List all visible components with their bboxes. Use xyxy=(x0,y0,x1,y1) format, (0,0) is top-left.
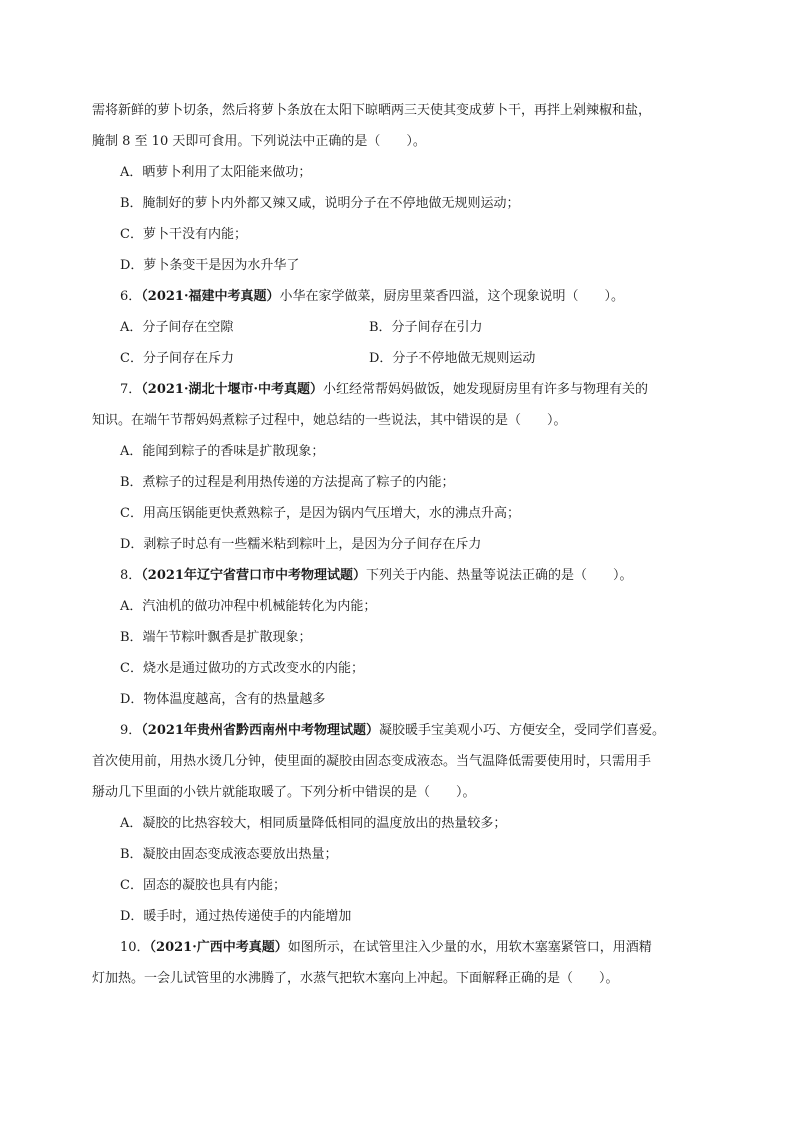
q6-stem xyxy=(92,281,712,312)
q7-source: （2021·湖北十堰市·中考真题） xyxy=(141,382,324,397)
q7-option-a: A．能闻到粽子的香味是扩散现象； xyxy=(120,444,325,459)
q7-stem-text-1: 小红经常帮妈妈做饭，她发现厨房里有许多与物理有关的 xyxy=(323,382,649,397)
q9-number: 9． xyxy=(120,723,142,738)
q8-option-b: B．端午节粽叶飘香是扩散现象； xyxy=(120,630,312,645)
q8-source: （2021年辽宁省营口市中考物理试题） xyxy=(141,568,366,583)
q6-source: （2021·福建中考真题） xyxy=(141,289,280,304)
q6-option-d: D．分子不停地做无规则运动 xyxy=(369,351,536,366)
q9-source: （2021年贵州省黔西南州中考物理试题） xyxy=(141,723,379,738)
q8-option-d: D．物体温度越高，含有的热量越多 xyxy=(120,692,326,707)
q8-stem xyxy=(92,560,712,591)
q5-stem-line-1: 需将新鲜的萝卜切条，然后将萝卜条放在太阳下晾晒两三天使其变成萝卜干，再拌上剁辣椒和盐， xyxy=(92,103,652,118)
q8-option-c: C．烧水是通过做功的方式改变水的内能； xyxy=(120,661,364,676)
q10-stem-text-1: 如图所示，在试管里注入少量的水，用软木塞塞紧管口，用酒精 xyxy=(287,940,652,955)
q6-number: 6． xyxy=(120,289,142,304)
q10-source: （2021·广西中考真题） xyxy=(149,940,288,955)
q8-option-a: A．汽油机的做功冲程中机械能转化为内能； xyxy=(120,599,377,614)
q6-options-row-2 xyxy=(92,343,712,374)
q9-option-d: D．暖手时，通过热传递使手的内能增加 xyxy=(120,909,352,924)
q9-stem-line-2: 首次使用前，用热水烫几分钟，使里面的凝胶由固态变成液态。当气温降低需要使用时，只需用手 xyxy=(92,754,652,769)
q7-stem-line-2: 知识。在端午节帮妈妈煮粽子过程中，她总结的一些说法，其中错误的是（ ）。 xyxy=(92,413,567,428)
q9-stem-text-1: 凝胶暖手宝美观小巧、方便安全，受同学们喜爱。 xyxy=(378,723,665,738)
q9-stem-line-1 xyxy=(92,715,712,746)
q9-option-b: B．凝胶由固态变成液态要放出热量； xyxy=(120,847,338,862)
q8-stem-text: 下列关于内能、热量等说法正确的是（ ）。 xyxy=(365,568,633,583)
q7-option-d: D．剥粽子时总有一些糯米粘到粽叶上，是因为分子间存在斥力 xyxy=(120,537,482,552)
q5-option-d: D．萝卜条变干是因为水升华了 xyxy=(120,258,300,273)
q5-option-a: A．晒萝卜利用了太阳能来做功； xyxy=(120,165,312,180)
q7-option-b: B．煮粽子的过程是利用热传递的方法提高了粽子的内能； xyxy=(120,475,455,490)
q7-number: 7． xyxy=(120,382,142,397)
q10-number: 10． xyxy=(120,940,150,955)
q8-number: 8． xyxy=(120,568,142,583)
q5-stem-line-2: 腌制 8 至 10 天即可食用。下列说法中正确的是（ ）。 xyxy=(92,134,426,149)
q6-options-row-1 xyxy=(92,312,712,343)
question-content xyxy=(92,95,712,994)
q7-option-c: C．用高压锅能更快煮熟粽子，是因为锅内气压增大，水的沸点升高； xyxy=(120,506,520,521)
q6-stem-text: 小华在家学做菜，厨房里菜香四溢，这个现象说明（ ）。 xyxy=(279,289,625,304)
q9-option-c: C．固态的凝胶也具有内能； xyxy=(120,878,286,893)
q10-stem-line-1 xyxy=(92,932,712,963)
q10-stem-line-2: 灯加热。一会儿试管里的水沸腾了，水蒸气把软木塞向上冲起。下面解释正确的是（ ）。 xyxy=(92,971,619,986)
q6-option-a: A．分子间存在空隙 xyxy=(120,320,234,335)
q6-option-b: B．分子间存在引力 xyxy=(369,320,483,335)
q5-option-c: C．萝卜干没有内能； xyxy=(120,227,247,242)
q7-stem-line-1 xyxy=(92,374,712,405)
q9-option-a: A．凝胶的比热容较大，相同质量降低相同的温度放出的热量较多； xyxy=(120,816,507,831)
q6-option-c: C．分子间存在斥力 xyxy=(120,351,234,366)
q5-option-b: B．腌制好的萝卜内外都又辣又咸，说明分子在不停地做无规则运动； xyxy=(120,196,520,211)
q9-stem-line-3: 掰动几下里面的小铁片就能取暖了。下列分析中错误的是（ ）。 xyxy=(92,785,476,800)
